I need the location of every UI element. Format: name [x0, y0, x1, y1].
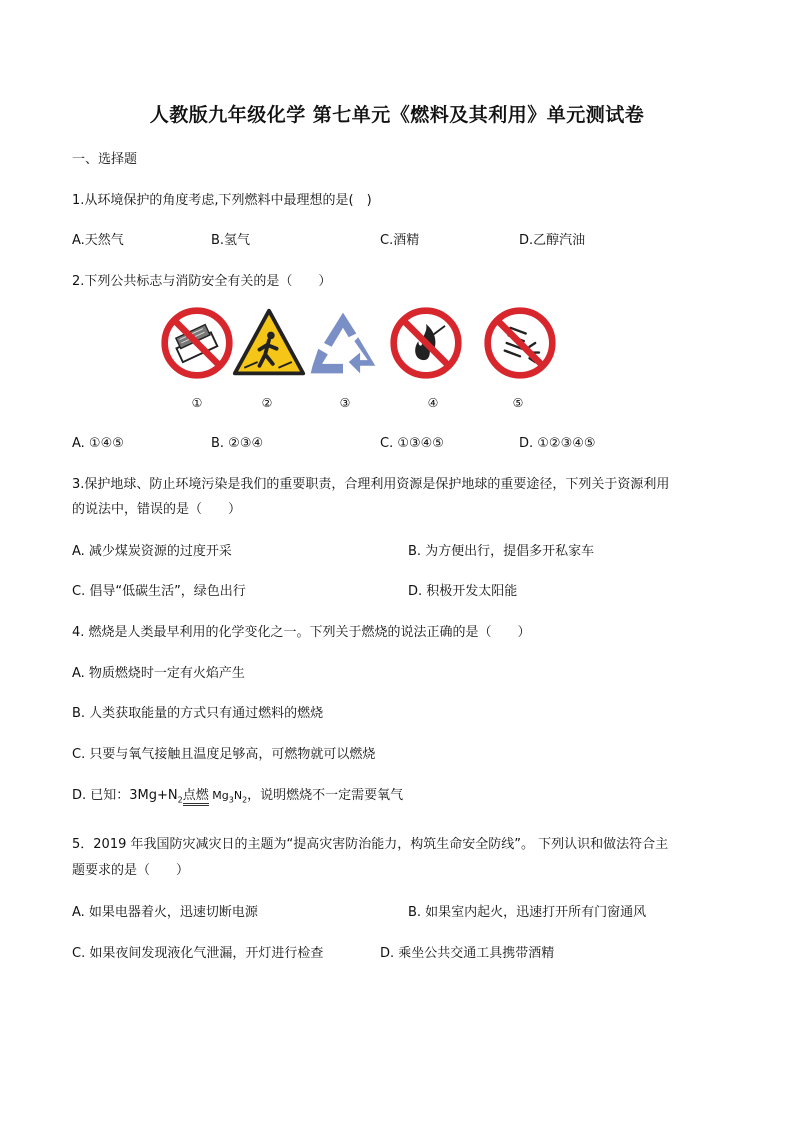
- question-4-option-b: B. 人类获取能量的方式只有通过燃料的燃烧: [72, 706, 324, 721]
- question-5-option-b: B. 如果室内起火，迅速打开所有门窗通风: [408, 905, 647, 920]
- sign-label-5: ⑤: [512, 396, 524, 410]
- product-formula-n: N: [233, 789, 243, 802]
- no-fire-icon: [388, 305, 464, 381]
- sign-label-3: ③: [339, 396, 351, 410]
- question-2-option-a: A. ①④⑤: [72, 436, 124, 451]
- question-2-stem: 2.下列公共标志与消防安全有关的是（ ）: [72, 274, 332, 289]
- no-matches-icon: [159, 305, 235, 381]
- question-5-stem-line-1: 5．2019 年我国防灾减灾日的主题为“提高灾害防治能力，构筑生命安全防线”。 下列认识和做法符合主: [72, 837, 669, 852]
- caution-pedestrian-icon: [231, 305, 307, 381]
- recycle-icon: [304, 305, 382, 381]
- question-1-option-c: C.酒精: [380, 233, 420, 248]
- question-1-option-a: A.天然气: [72, 233, 124, 248]
- question-1-option-b: B.氢气: [211, 233, 251, 248]
- question-4-stem: 4. 燃烧是人类最早利用的化学变化之一。下列关于燃烧的说法正确的是（ ）: [72, 625, 531, 640]
- question-3-option-b: B. 为方便出行，提倡多开私家车: [408, 544, 595, 559]
- question-3-option-d: D. 积极开发太阳能: [408, 584, 518, 599]
- question-4-option-d: [72, 787, 403, 810]
- sign-label-2: ②: [261, 396, 273, 410]
- question-1-stem: 1.从环境保护的角度考虑,下列燃料中最理想的是( ): [72, 193, 372, 208]
- question-3-option-a: A. 减少煤炭资源的过度开采: [72, 544, 232, 559]
- question-2-option-c: C. ①③④⑤: [380, 436, 444, 451]
- option-d-prefix: D. 已知：3Mg+N: [72, 788, 178, 803]
- question-5-option-a: A. 如果电器着火，迅速切断电源: [72, 905, 258, 920]
- product-formula: Mg: [208, 789, 229, 802]
- sign-label-4: ④: [427, 396, 439, 410]
- reaction-condition: 点燃: [183, 788, 209, 806]
- sign-label-1: ①: [191, 396, 203, 410]
- question-5-option-d: D. 乘坐公共交通工具携带酒精: [380, 946, 555, 961]
- question-2-option-d: D. ①②③④⑤: [519, 436, 596, 451]
- subscript: 2: [242, 795, 248, 805]
- subscript: 3: [228, 795, 234, 805]
- question-5-stem-line-2: 题要求的是（ ）: [72, 863, 190, 878]
- no-fireworks-icon: [481, 305, 559, 381]
- subscript: 2: [177, 795, 183, 805]
- question-4-option-c: C. 只要与氧气接触且温度足够高，可燃物就可以燃烧: [72, 747, 376, 762]
- section-heading: 一、选择题: [72, 152, 138, 167]
- option-d-suffix: ，说明燃烧不一定需要氧气: [247, 788, 404, 803]
- question-5-option-c: C. 如果夜间发现液化气泄漏，开灯进行检查: [72, 946, 324, 961]
- question-3-option-c: C. 倡导“低碳生活”，绿色出行: [72, 584, 246, 599]
- question-2-option-b: B. ②③④: [211, 436, 264, 451]
- question-4-option-a: A. 物质燃烧时一定有火焰产生: [72, 666, 245, 681]
- page-title: 人教版九年级化学 第七单元《燃料及其利用》单元测试卷: [149, 104, 645, 126]
- question-3-stem-line-2: 的说法中，错误的是（ ）: [72, 502, 242, 517]
- question-1-option-d: D.乙醇汽油: [519, 233, 586, 248]
- question-3-stem-line-1: 3.保护地球、防止环境污染是我们的重要职责，合理利用资源是保护地球的重要途径，下列关于资源利用: [72, 477, 670, 492]
